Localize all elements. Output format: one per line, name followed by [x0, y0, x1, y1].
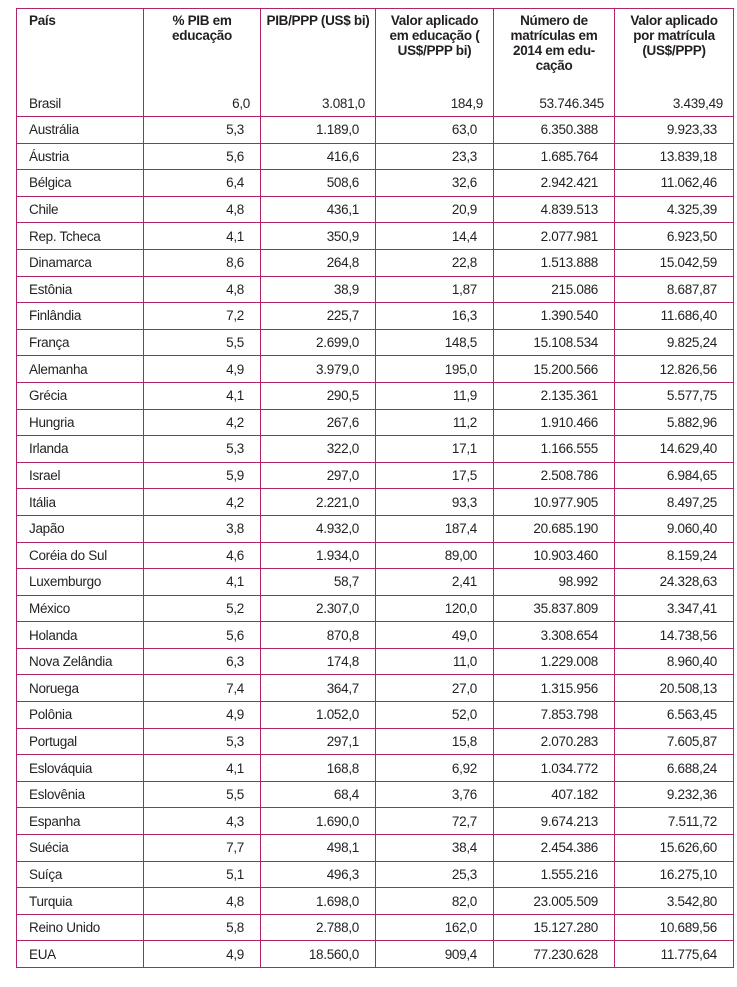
table-cell: 4.839.513: [494, 196, 615, 223]
table-cell: 14,4: [376, 223, 494, 250]
country-cell: Grécia: [17, 382, 144, 409]
table-cell: 1.513.888: [494, 249, 615, 276]
country-cell: Japão: [17, 515, 144, 542]
table-cell: 4,6: [144, 542, 261, 569]
country-cell: Hungria: [17, 409, 144, 436]
table-cell: 9.232,36: [615, 781, 734, 808]
table-cell: 225,7: [261, 303, 376, 330]
table-cell: 1.052,0: [261, 702, 376, 729]
table-cell: 8.960,40: [615, 648, 734, 675]
table-cell: 6.923,50: [615, 223, 734, 250]
table-cell: 5.882,96: [615, 409, 734, 436]
table-cell: 9.674.213: [494, 808, 615, 835]
table-row: [17, 888, 734, 915]
table-cell: 2.070.283: [494, 728, 615, 755]
table-cell: 11.775,64: [615, 941, 734, 968]
table-cell: 9.825,24: [615, 329, 734, 356]
table-cell: 8.687,87: [615, 276, 734, 303]
table-row: [17, 728, 734, 755]
table-cell: 174,8: [261, 648, 376, 675]
country-cell: Estônia: [17, 276, 144, 303]
table-row: [17, 356, 734, 383]
table-cell: 148,5: [376, 329, 494, 356]
table-body: [17, 9, 734, 968]
table-cell: 1.910.466: [494, 409, 615, 436]
table-cell: 436,1: [261, 196, 376, 223]
header-cell-enrollments: [494, 9, 615, 117]
table-row: [17, 409, 734, 436]
table-cell: 6,0: [232, 96, 250, 111]
table-cell: 4.932,0: [261, 515, 376, 542]
table-cell: 23.005.509: [494, 888, 615, 915]
table-cell: 297,0: [261, 462, 376, 489]
table-cell: 4.325,39: [615, 196, 734, 223]
table-row: [17, 223, 734, 250]
table-cell: 22,8: [376, 249, 494, 276]
table-cell: 24.328,63: [615, 569, 734, 596]
table-cell: 27,0: [376, 675, 494, 702]
table-cell: 5,6: [144, 143, 261, 170]
country-cell: Turquia: [17, 888, 144, 915]
table-cell: 290,5: [261, 382, 376, 409]
table-row: [17, 755, 734, 782]
country-cell: Noruega: [17, 675, 144, 702]
header-cell-gdp-ppp: [261, 9, 376, 117]
table-cell: 23,3: [376, 143, 494, 170]
table-cell: 3,76: [376, 781, 494, 808]
table-cell: 25,3: [376, 861, 494, 888]
table-cell: 6.563,45: [615, 702, 734, 729]
table-cell: 498,1: [261, 835, 376, 862]
table-cell: 416,6: [261, 143, 376, 170]
table-row: [17, 170, 734, 197]
column-header: Valor aplicado em educação ( US$/PPP bi): [389, 13, 480, 58]
table-cell: 184,9: [450, 96, 483, 111]
table-cell: Brasil: [29, 96, 61, 111]
country-cell: Bélgica: [17, 170, 144, 197]
table-cell: 98.992: [494, 569, 615, 596]
table-cell: 11,2: [376, 409, 494, 436]
table-cell: 20.508,13: [615, 675, 734, 702]
table-cell: 3.347,41: [615, 595, 734, 622]
table-cell: 14.738,56: [615, 622, 734, 649]
table-cell: 14.629,40: [615, 436, 734, 463]
table-cell: 4,1: [144, 223, 261, 250]
table-cell: 4,1: [144, 569, 261, 596]
country-cell: Holanda: [17, 622, 144, 649]
table-cell: 38,4: [376, 835, 494, 862]
table-cell: 15.108.534: [494, 329, 615, 356]
country-cell: Austrália: [17, 117, 144, 144]
education-spending-table: [16, 8, 734, 968]
table-cell: 909,4: [376, 941, 494, 968]
table-cell: 508,6: [261, 170, 376, 197]
table-cell: 5,3: [144, 728, 261, 755]
table-cell: 77.230.628: [494, 941, 615, 968]
table-cell: 58,7: [261, 569, 376, 596]
table-cell: 32,6: [376, 170, 494, 197]
table-cell: 38,9: [261, 276, 376, 303]
table-cell: 7,7: [144, 835, 261, 862]
table-row: [17, 835, 734, 862]
column-header: PIB/PPP (US$ bi): [266, 13, 370, 28]
table-cell: 322,0: [261, 436, 376, 463]
country-cell: Coréia do Sul: [17, 542, 144, 569]
table-cell: 11,0: [376, 648, 494, 675]
country-cell: Israel: [17, 462, 144, 489]
table-cell: 6.688,24: [615, 755, 734, 782]
table-cell: 4,2: [144, 409, 261, 436]
table-cell: 5,3: [144, 117, 261, 144]
table-cell: 215.086: [494, 276, 615, 303]
table-cell: 6.350.388: [494, 117, 615, 144]
table-cell: 93,3: [376, 489, 494, 516]
table-cell: 1.229.008: [494, 648, 615, 675]
table-cell: 63,0: [376, 117, 494, 144]
table-cell: 4,2: [144, 489, 261, 516]
country-cell: Suíça: [17, 861, 144, 888]
table-cell: 15.042,59: [615, 249, 734, 276]
table-row: [17, 941, 734, 968]
table-cell: 7,4: [144, 675, 261, 702]
table-cell: 12.826,56: [615, 356, 734, 383]
table-cell: 407.182: [494, 781, 615, 808]
table-cell: 6,92: [376, 755, 494, 782]
table-cell: 195,0: [376, 356, 494, 383]
table-cell: 168,8: [261, 755, 376, 782]
table-cell: 870,8: [261, 622, 376, 649]
table-cell: 2.135.361: [494, 382, 615, 409]
header-cell-spend-per-enrollment: [615, 9, 734, 117]
table-row: [17, 914, 734, 941]
table-cell: 10.689,56: [615, 914, 734, 941]
header-cell-country: [17, 9, 144, 117]
table-cell: 3.439,49: [672, 96, 723, 111]
table-row: [17, 702, 734, 729]
country-cell: Espanha: [17, 808, 144, 835]
table-cell: 5,9: [144, 462, 261, 489]
table-cell: 364,7: [261, 675, 376, 702]
table-row: [17, 436, 734, 463]
table-cell: 3.308.654: [494, 622, 615, 649]
table-cell: 187,4: [376, 515, 494, 542]
table-cell: 7,2: [144, 303, 261, 330]
table-cell: 17,1: [376, 436, 494, 463]
table-cell: 1.934,0: [261, 542, 376, 569]
country-cell: Portugal: [17, 728, 144, 755]
table-row: [17, 622, 734, 649]
header-row: [17, 9, 734, 117]
table-cell: 11.686,40: [615, 303, 734, 330]
table-row: [17, 117, 734, 144]
table-cell: 5,8: [144, 914, 261, 941]
table-cell: 350,9: [261, 223, 376, 250]
table-cell: 16,3: [376, 303, 494, 330]
table-cell: 49,0: [376, 622, 494, 649]
table-row: [17, 595, 734, 622]
table-row: [17, 249, 734, 276]
table-cell: 9.060,40: [615, 515, 734, 542]
table-cell: 1.189,0: [261, 117, 376, 144]
country-cell: Finlândia: [17, 303, 144, 330]
table-cell: 20,9: [376, 196, 494, 223]
table-row: [17, 276, 734, 303]
table-row: [17, 329, 734, 356]
table-cell: 8.497,25: [615, 489, 734, 516]
country-cell: Eslovênia: [17, 781, 144, 808]
table-cell: 8.159,24: [615, 542, 734, 569]
table-cell: 297,1: [261, 728, 376, 755]
table-cell: 20.685.190: [494, 515, 615, 542]
table-cell: 1.698,0: [261, 888, 376, 915]
table-cell: 6.984,65: [615, 462, 734, 489]
country-cell: Itália: [17, 489, 144, 516]
country-cell: México: [17, 595, 144, 622]
column-header: % PIB em educação: [172, 13, 232, 43]
table-cell: 2.788,0: [261, 914, 376, 941]
table-cell: 1,87: [376, 276, 494, 303]
table-cell: 3.542,80: [615, 888, 734, 915]
table-cell: 7.511,72: [615, 808, 734, 835]
table-cell: 2.077.981: [494, 223, 615, 250]
table-cell: 11.062,46: [615, 170, 734, 197]
table-cell: 15.127.280: [494, 914, 615, 941]
table-cell: 35.837.809: [494, 595, 615, 622]
table-cell: 10.977.905: [494, 489, 615, 516]
country-cell: Polônia: [17, 702, 144, 729]
country-cell: Alemanha: [17, 356, 144, 383]
table-cell: 11,9: [376, 382, 494, 409]
table-cell: 4,8: [144, 196, 261, 223]
country-cell: Suécia: [17, 835, 144, 862]
country-cell: França: [17, 329, 144, 356]
country-cell: Nova Zelândia: [17, 648, 144, 675]
table-cell: 1.555.216: [494, 861, 615, 888]
country-cell: Chile: [17, 196, 144, 223]
country-cell: EUA: [17, 941, 144, 968]
header-cell-education-spend: [376, 9, 494, 117]
table-row: [17, 861, 734, 888]
table-cell: 4,8: [144, 888, 261, 915]
table-cell: 9.923,33: [615, 117, 734, 144]
table-cell: 4,9: [144, 702, 261, 729]
table-cell: 72,7: [376, 808, 494, 835]
table-cell: 1.166.555: [494, 436, 615, 463]
table-cell: 3.081,0: [322, 96, 365, 111]
table-cell: 5,5: [144, 781, 261, 808]
table-cell: 17,5: [376, 462, 494, 489]
table-cell: 6,4: [144, 170, 261, 197]
table-cell: 1.685.764: [494, 143, 615, 170]
table-cell: 5,6: [144, 622, 261, 649]
country-cell: Reino Unido: [17, 914, 144, 941]
table-cell: 264,8: [261, 249, 376, 276]
table-cell: 4,1: [144, 755, 261, 782]
table-row: [17, 303, 734, 330]
table-cell: 7.853.798: [494, 702, 615, 729]
table-cell: 15.626,60: [615, 835, 734, 862]
column-header: Número de matrículas em 2014 em edu-cação: [510, 13, 598, 73]
table-cell: 18.560,0: [261, 941, 376, 968]
table-row: [17, 542, 734, 569]
table-row: [17, 808, 734, 835]
table-cell: 15,8: [376, 728, 494, 755]
table-row: [17, 196, 734, 223]
table-cell: 7.605,87: [615, 728, 734, 755]
table-cell: 1.034.772: [494, 755, 615, 782]
table-cell: 2.221,0: [261, 489, 376, 516]
table-row: [17, 781, 734, 808]
table-cell: 2.508.786: [494, 462, 615, 489]
table-cell: 4,9: [144, 941, 261, 968]
table-cell: 16.275,10: [615, 861, 734, 888]
table-row: [17, 648, 734, 675]
table-row: [17, 462, 734, 489]
table-cell: 5,1: [144, 861, 261, 888]
country-cell: Áustria: [17, 143, 144, 170]
header-cell-gdp-percent: [144, 9, 261, 117]
country-cell: Dinamarca: [17, 249, 144, 276]
table-cell: 267,6: [261, 409, 376, 436]
table-cell: 2.942.421: [494, 170, 615, 197]
country-cell: Irlanda: [17, 436, 144, 463]
table-cell: 2.307,0: [261, 595, 376, 622]
table-cell: 496,3: [261, 861, 376, 888]
table-row: [17, 569, 734, 596]
table-cell: 15.200.566: [494, 356, 615, 383]
table-cell: 5,3: [144, 436, 261, 463]
table-cell: 82,0: [376, 888, 494, 915]
table-cell: 162,0: [376, 914, 494, 941]
table-cell: 68,4: [261, 781, 376, 808]
table-cell: 13.839,18: [615, 143, 734, 170]
table-cell: 4,8: [144, 276, 261, 303]
table-cell: 1.690,0: [261, 808, 376, 835]
table-cell: 5,5: [144, 329, 261, 356]
table-cell: 89,00: [376, 542, 494, 569]
table-row: [17, 489, 734, 516]
table-cell: 5.577,75: [615, 382, 734, 409]
table-cell: 2.699,0: [261, 329, 376, 356]
table-cell: 3,8: [144, 515, 261, 542]
table-cell: 120,0: [376, 595, 494, 622]
table-cell: 5,2: [144, 595, 261, 622]
table-row: [17, 675, 734, 702]
country-cell: Luxemburgo: [17, 569, 144, 596]
table-cell: 2.454.386: [494, 835, 615, 862]
table-row: [17, 143, 734, 170]
table-cell: 6,3: [144, 648, 261, 675]
table-cell: 4,9: [144, 356, 261, 383]
country-cell: Rep. Tcheca: [17, 223, 144, 250]
table-cell: 10.903.460: [494, 542, 615, 569]
table-row: [17, 515, 734, 542]
table-cell: 3.979,0: [261, 356, 376, 383]
column-header: Valor aplicado por matrícula (US$/PPP): [630, 13, 718, 58]
table-cell: 53.746.345: [539, 96, 604, 111]
table-cell: 52,0: [376, 702, 494, 729]
table-cell: 8,6: [144, 249, 261, 276]
table-cell: 4,3: [144, 808, 261, 835]
table-cell: 1.315.956: [494, 675, 615, 702]
column-header: País: [29, 13, 56, 28]
table-cell: 2,41: [376, 569, 494, 596]
table-cell: 4,1: [144, 382, 261, 409]
table-cell: 1.390.540: [494, 303, 615, 330]
table-row: [17, 382, 734, 409]
country-cell: Eslováquia: [17, 755, 144, 782]
